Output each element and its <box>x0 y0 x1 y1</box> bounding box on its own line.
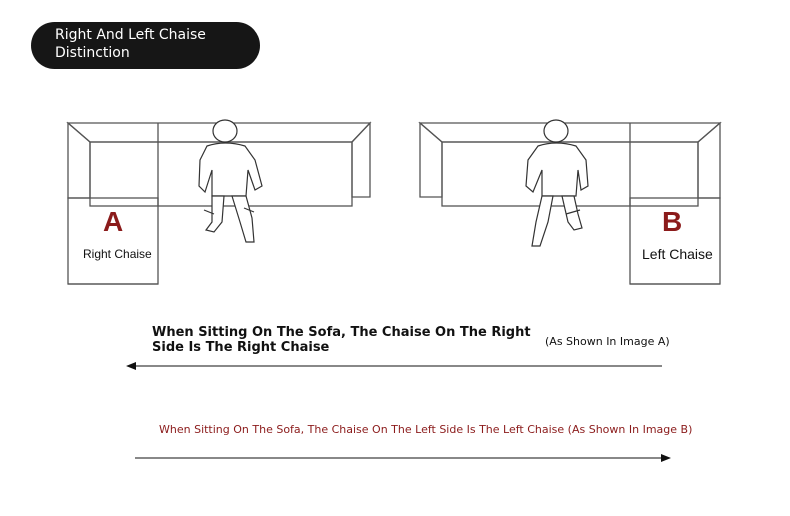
sofa-b-right-arm <box>698 123 720 198</box>
sofa-b-label: Left Chaise <box>642 246 713 262</box>
sofa-a-left-arm <box>68 123 90 198</box>
page-subtitle: Distinction <box>55 45 130 61</box>
caption-a-text: When Sitting On The Sofa, The Chaise On The Right Side Is The Right Chaise <box>152 325 531 355</box>
sofa-b-left-arm <box>420 123 442 197</box>
sofa-a-right-arm <box>352 123 370 197</box>
sofa-b-letter: B <box>662 206 683 237</box>
person-b-icon <box>526 120 588 246</box>
sofa-a-label: Right Chaise <box>83 247 152 261</box>
page-title: Right And Left Chaise <box>55 27 206 43</box>
caption-a-note: (As Shown In Image A) <box>545 335 670 348</box>
caption-b-text: When Sitting On The Sofa, The Chaise On The Left Side Is The Left Chaise (As Shown In Image B) <box>159 423 693 436</box>
sofa-a-letter: A <box>103 206 124 237</box>
person-a-icon <box>199 120 262 242</box>
sofa-b-back <box>420 123 720 142</box>
